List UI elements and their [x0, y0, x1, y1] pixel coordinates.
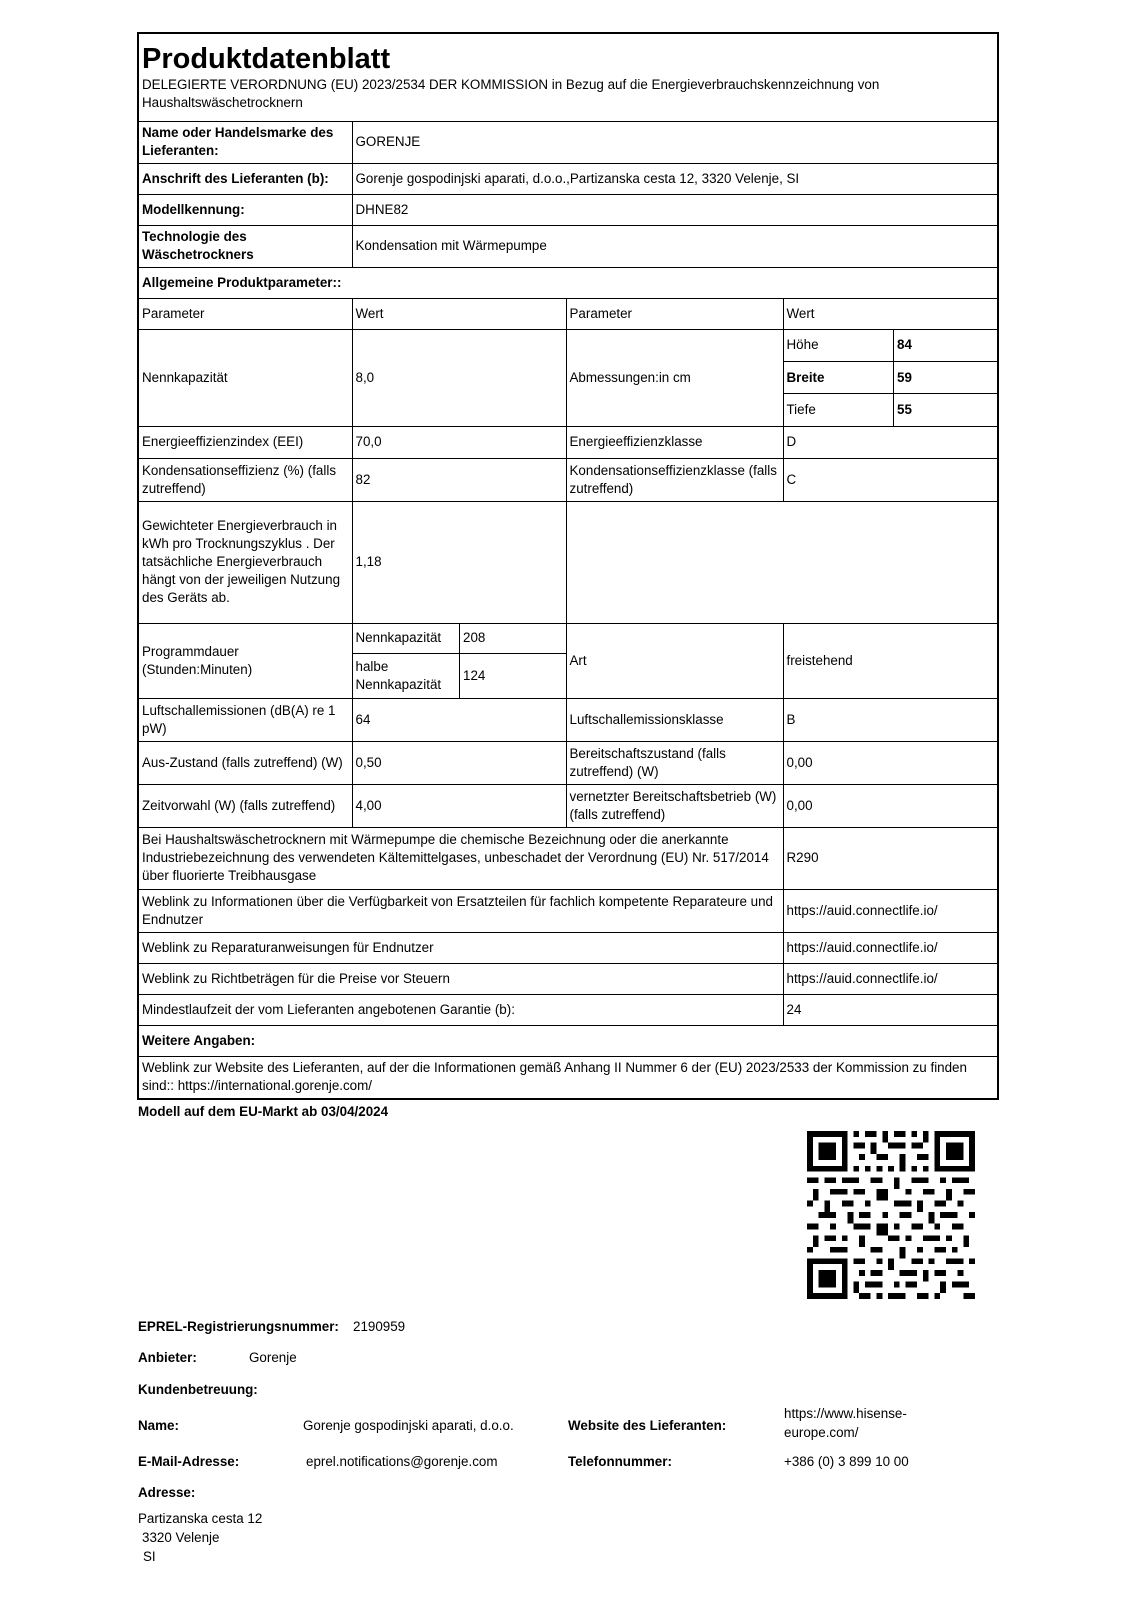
data-table: [137, 32, 999, 1100]
repair-instructions-label: Weblink zu Reparaturanweisungen für Endnutzer: [138, 932, 783, 963]
depth-value: 55: [894, 394, 999, 426]
regulation-subtitle: DELEGIERTE VERORDNUNG (EU) 2023/2534 DER KOMMISSION in Bezug auf die Energieverbrauchskennzeichnung von Haushaltswäschetrocknern: [142, 77, 880, 111]
website-label: Website des Lieferanten:: [568, 1418, 727, 1433]
condensation-efficiency-label: Kondensationseffizienz (%) (falls zutreffend): [138, 458, 352, 501]
more-info-heading: Weitere Angaben:: [138, 1025, 998, 1056]
sheet-header: [138, 33, 998, 121]
address-line3: SI: [143, 1549, 156, 1564]
program-half-label: halbe Nennkapazität: [355, 658, 442, 692]
provider-value: Gorenje: [249, 1350, 297, 1365]
dimensions-subtable: [783, 329, 998, 426]
warranty-label: Mindestlaufzeit der vom Lieferanten angebotenen Garantie (b):: [138, 994, 783, 1025]
standby-label: Bereitschaftszustand (falls zutreffend) (W): [566, 741, 783, 784]
supplier-address-value: Gorenje gospodinjski aparati, d.o.o.,Partizanska cesta 12, 3320 Velenje, SI: [352, 163, 998, 194]
capacity-label: Nennkapazität: [138, 329, 352, 426]
condensation-class-value: C: [783, 458, 998, 501]
eprel-label: EPREL-Registrierungsnummer:: [138, 1319, 339, 1334]
col-header-value: Wert: [352, 298, 566, 329]
off-mode-label: Aus-Zustand (falls zutreffend) (W): [138, 741, 352, 784]
supplier-name-value: GORENJE: [352, 121, 998, 163]
noise-label: Luftschallemissionen (dB(A) re 1 pW): [138, 698, 352, 741]
contact-name-label: Name:: [138, 1418, 179, 1433]
supplier-name-label: Name oder Handelsmarke des Lieferanten:: [138, 121, 352, 163]
height-value: 84: [894, 330, 999, 362]
delay-start-value: 4,00: [352, 784, 566, 827]
website-link-line2[interactable]: europe.com/: [784, 1425, 859, 1440]
model-id-label: Modellkennung:: [138, 194, 352, 225]
prices-label: Weblink zu Richtbeträgen für die Preise vor Steuern: [138, 963, 783, 994]
energy-consumption-label: Gewichteter Energieverbrauch in kWh pro Trocknungszyklus . Der tatsächliche Energieverbrauch hängt von der jeweiligen Nutzung des Geräts ab.: [138, 501, 352, 623]
program-full-label: Nennkapazität: [353, 624, 460, 654]
height-label: Höhe: [784, 330, 894, 362]
technology-label: Technologie des Wäschetrockners: [138, 225, 352, 267]
phone-value: +386 (0) 3 899 10 00: [784, 1454, 909, 1469]
program-duration-subtable: [352, 623, 566, 698]
col-header-parameter-2: Parameter: [566, 298, 783, 329]
market-date: Modell auf dem EU-Markt ab 03/04/2024: [138, 1104, 389, 1119]
dimensions-label: Abmessungen:in cm: [566, 329, 783, 426]
type-label: Art: [566, 623, 783, 698]
address-label: Adresse:: [138, 1485, 196, 1500]
depth-label: Tiefe: [786, 401, 816, 417]
more-info-text: Weblink zur Website des Lieferanten, auf der die Informationen gemäß Anhang II Nummer 6 der (EU) 2023/2533 der Kommission zu finden sind:: https://international.gorenje.com/: [138, 1056, 998, 1099]
technology-value: Kondensation mit Wärmepumpe: [352, 225, 998, 267]
refrigerant-label: Bei Haushaltswäschetrocknern mit Wärmepumpe die chemische Bezeichnung oder die anerkannte Industriebezeichnung des verwendeten Kältemittelgases, unbeschadet der Verordnung (EU) Nr. 517/2014 über fluorierte Treibhausgase: [138, 827, 783, 889]
noise-class-value: B: [783, 698, 998, 741]
page-title: Produktdatenblatt: [142, 43, 391, 76]
qr-code[interactable]: [807, 1131, 975, 1299]
email-value[interactable]: eprel.notifications@gorenje.com: [306, 1454, 498, 1469]
width-label: Breite: [784, 362, 894, 394]
energy-consumption-value: 1,18: [352, 501, 566, 623]
col-header-value-2: Wert: [783, 298, 998, 329]
type-value: freistehend: [783, 623, 998, 698]
provider-label: Anbieter:: [138, 1350, 197, 1365]
eei-value: 70,0: [352, 426, 566, 458]
address-line1: Partizanska cesta 12: [138, 1511, 263, 1526]
website-link-line1[interactable]: https://www.hisense-: [784, 1406, 907, 1421]
spare-parts-link[interactable]: https://auid.connectlife.io/: [783, 889, 998, 932]
off-mode-value: 0,50: [352, 741, 566, 784]
general-params-heading: Allgemeine Produktparameter::: [138, 267, 998, 298]
program-full-value: 208: [460, 624, 567, 654]
model-id-value: DHNE82: [352, 194, 998, 225]
phone-label: Telefonnummer:: [568, 1454, 672, 1469]
width-value: 59: [894, 362, 999, 394]
customer-support-label: Kundenbetreuung:: [138, 1382, 258, 1397]
supplier-address-label: Anschrift des Lieferanten (b):: [138, 163, 352, 194]
energy-class-value: D: [783, 426, 998, 458]
address-line2: 3320 Velenje: [142, 1530, 220, 1545]
networked-standby-label: vernetzter Bereitschaftsbetrieb (W) (falls zutreffend): [566, 784, 783, 827]
noise-value: 64: [352, 698, 566, 741]
spare-parts-label: Weblink zu Informationen über die Verfügbarkeit von Ersatzteilen für fachlich kompetente Reparateure und Endnutzer: [138, 889, 783, 932]
capacity-value: 8,0: [352, 329, 566, 426]
noise-class-label: Luftschallemissionsklasse: [566, 698, 783, 741]
product-data-sheet: [137, 32, 997, 1100]
empty-cell: [566, 501, 998, 623]
warranty-value: 24: [783, 994, 998, 1025]
delay-start-label: Zeitvorwahl (W) (falls zutreffend): [138, 784, 352, 827]
energy-class-label: Energieeffizienzklasse: [566, 426, 783, 458]
prices-link[interactable]: https://auid.connectlife.io/: [783, 963, 998, 994]
program-half-value: 124: [460, 654, 567, 698]
networked-standby-value: 0,00: [783, 784, 998, 827]
program-duration-label: Programmdauer (Stunden:Minuten): [138, 623, 352, 698]
contact-name-value: Gorenje gospodinjski aparati, d.o.o.: [303, 1418, 514, 1433]
col-header-parameter: Parameter: [138, 298, 352, 329]
repair-instructions-link[interactable]: https://auid.connectlife.io/: [783, 932, 998, 963]
eei-label: Energieeffizienzindex (EEI): [138, 426, 352, 458]
condensation-class-label: Kondensationseffizienzklasse (falls zutreffend): [566, 458, 783, 501]
refrigerant-value: R290: [783, 827, 998, 889]
email-label: E-Mail-Adresse:: [138, 1454, 240, 1469]
eprel-value: 2190959: [353, 1319, 406, 1334]
condensation-efficiency-value: 82: [352, 458, 566, 501]
standby-value: 0,00: [783, 741, 998, 784]
